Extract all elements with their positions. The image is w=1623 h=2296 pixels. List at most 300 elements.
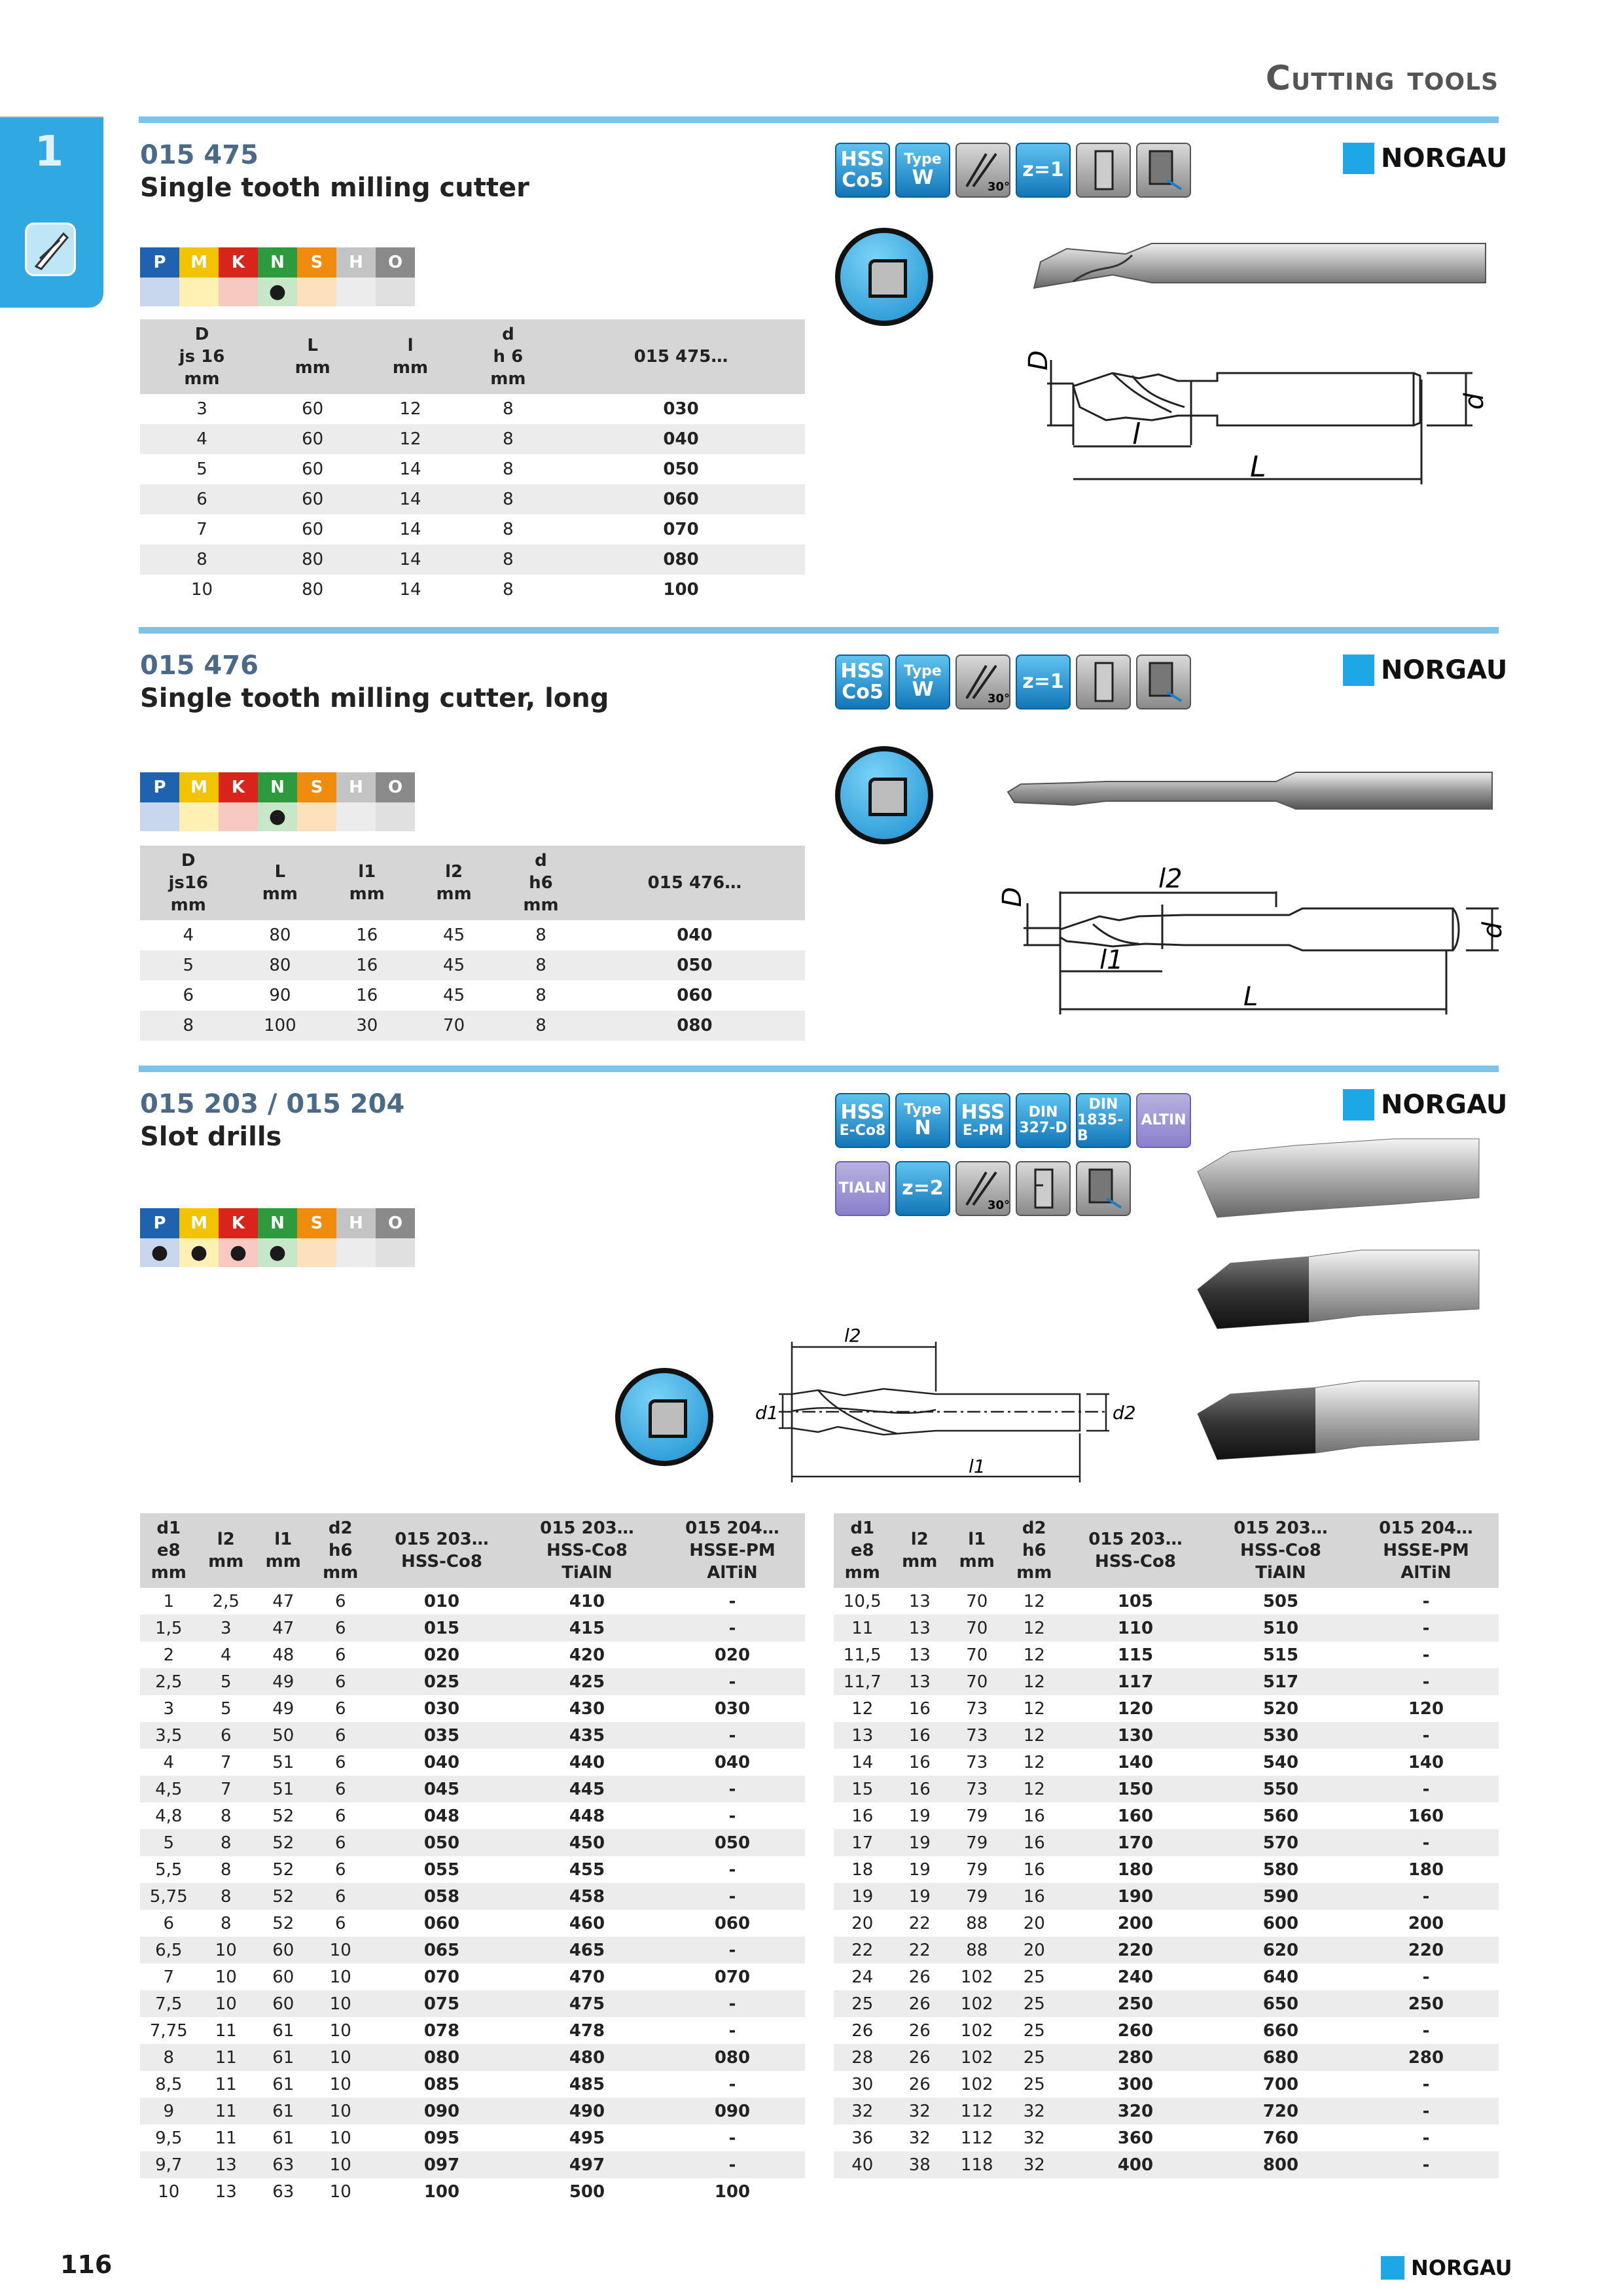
- table-cell: 4,5: [140, 1776, 198, 1803]
- table-cell: 52: [272, 1913, 294, 1933]
- table-cell: 460: [569, 1913, 605, 1933]
- altin-coating-badge: ALTIN: [1136, 1093, 1191, 1148]
- table-cell: 118: [948, 2151, 1006, 2178]
- table-cell: 100: [423, 2181, 460, 2202]
- table-cell: 30: [323, 1011, 410, 1041]
- table-cell: -: [728, 1806, 736, 1826]
- table-cell: 300: [1117, 2074, 1154, 2094]
- right-spiral-icon: [1136, 655, 1191, 709]
- table-cell: 4: [183, 925, 194, 945]
- table-row: [140, 424, 805, 454]
- table-cell: 058: [369, 1883, 514, 1910]
- table-cell: 100: [663, 580, 699, 600]
- table-cell: -: [1353, 1722, 1499, 1749]
- table-cell: 080: [557, 545, 805, 575]
- table-cell: 11: [215, 2128, 237, 2148]
- table-cell: 7: [163, 1967, 175, 1987]
- table-cell: 80: [264, 545, 361, 575]
- table-row: [140, 920, 805, 950]
- table-row: [140, 1749, 805, 1776]
- s3-dim-l1: l1: [969, 1456, 986, 1477]
- table-cell: 075: [369, 1990, 514, 2017]
- table-cell: 220: [1353, 1937, 1499, 1964]
- table-cell: 650: [1208, 1990, 1353, 2017]
- table-cell: 105: [1117, 1591, 1154, 1611]
- table-cell: 32: [834, 2098, 891, 2125]
- table-cell: 79: [948, 1883, 1006, 1910]
- table-cell: 500: [569, 2181, 605, 2202]
- table-cell: 060: [423, 1913, 460, 1933]
- table-cell: 14: [851, 1752, 874, 1772]
- table-cell: 13: [908, 1645, 931, 1665]
- table-row: [834, 1883, 1499, 1910]
- table-cell: 14: [399, 580, 421, 600]
- table-row: [140, 1615, 805, 1641]
- table-cell: 112: [960, 2128, 993, 2148]
- table-cell: 070: [714, 1967, 751, 1987]
- column-header: d1 e8 mm: [834, 1513, 891, 1588]
- table-cell: 61: [255, 2098, 312, 2125]
- table-cell: 19: [908, 1859, 931, 1880]
- table-cell: 8: [459, 484, 557, 514]
- material-k: K: [219, 1208, 258, 1238]
- table-cell: 6: [312, 1668, 370, 1695]
- table-cell: 12: [1023, 1752, 1045, 1772]
- table-row: [140, 1910, 805, 1937]
- s2-dim-l1: l1: [1099, 945, 1124, 975]
- svg-text:30°: 30°: [988, 180, 1010, 194]
- table-cell: 010: [423, 1591, 460, 1611]
- z1-badge: z=1: [1016, 143, 1071, 198]
- table-cell: 18: [851, 1859, 874, 1880]
- table-row: [140, 1856, 805, 1883]
- table-cell: 050: [369, 1829, 514, 1856]
- column-header: D js16 mm: [140, 846, 236, 920]
- material-mark-m: [179, 802, 219, 831]
- table-row: [140, 2044, 805, 2071]
- table-cell: 10: [329, 2181, 351, 2202]
- table-cell: 080: [369, 2044, 514, 2071]
- table-row: [834, 1641, 1499, 1668]
- s1-title: Single tooth milling cutter: [140, 173, 529, 203]
- table-cell: 19: [908, 1806, 931, 1826]
- table-cell: 10: [312, 1937, 370, 1964]
- table-row: [140, 1803, 805, 1829]
- table-cell: -: [660, 1776, 805, 1803]
- table-cell: 32: [1006, 2151, 1063, 2178]
- table-cell: 13: [198, 2151, 255, 2178]
- hss-epm-badge: HSS E-PM: [955, 1093, 1010, 1148]
- table-cell: 11: [834, 1615, 891, 1641]
- s2-dim-L: L: [1243, 982, 1258, 1012]
- table-cell: 10: [312, 2151, 370, 2178]
- s2-dim-l2: l2: [1158, 864, 1183, 894]
- table-cell: 14: [361, 484, 459, 514]
- table-cell: 16: [323, 950, 410, 980]
- chapter-number: 1: [34, 128, 64, 176]
- table-cell: 8: [459, 545, 557, 575]
- s2-title: Single tooth milling cutter, long: [140, 683, 609, 713]
- table-cell: 6: [183, 986, 194, 1005]
- table-cell: 140: [1408, 1752, 1444, 1772]
- material-mark-k: [219, 802, 258, 831]
- table-cell: 16: [356, 986, 378, 1005]
- table-cell: 13: [891, 1615, 949, 1641]
- table-row: [834, 1990, 1499, 2017]
- table-cell: 88: [948, 1937, 1006, 1964]
- svg-text:30°: 30°: [988, 692, 1010, 706]
- table-cell: 160: [1117, 1806, 1154, 1826]
- table-cell: 12: [1023, 1591, 1045, 1611]
- table-cell: 620: [1208, 1937, 1353, 1964]
- table-cell: 9,5: [155, 2128, 183, 2148]
- table-cell: 070: [663, 520, 699, 539]
- table-cell: 16: [891, 1776, 949, 1803]
- table-cell: 045: [369, 1776, 514, 1803]
- s3-badges-row1: [835, 1093, 1191, 1148]
- table-cell: 510: [1208, 1615, 1353, 1641]
- column-header: 015 203… HSS-Co8 TiAlN: [1208, 1513, 1353, 1588]
- material-mark-h: [336, 1238, 376, 1267]
- table-cell: 80: [302, 580, 324, 600]
- table-cell: 8: [140, 2044, 198, 2071]
- table-cell: -: [728, 1859, 736, 1880]
- material-mark-p: [140, 278, 179, 306]
- table-cell: 250: [1063, 1990, 1208, 2017]
- table-cell: 8: [497, 950, 584, 980]
- table-cell: 73: [948, 1722, 1006, 1749]
- s1-code: 015 475: [140, 140, 259, 170]
- table-row: [140, 2178, 805, 2205]
- table-cell: 10: [198, 1937, 255, 1964]
- table-cell: 100: [714, 2181, 751, 2202]
- page-number: 116: [60, 2250, 113, 2279]
- table-cell: 150: [1063, 1776, 1208, 1803]
- table-cell: 445: [514, 1776, 660, 1803]
- material-h: H: [336, 1208, 376, 1238]
- column-header: 015 203… HSS-Co8: [369, 1513, 514, 1588]
- table-cell: 035: [369, 1722, 514, 1749]
- table-cell: 63: [272, 2181, 294, 2202]
- table-cell: 10: [329, 1967, 351, 1987]
- table-cell: 25: [1006, 1990, 1063, 2017]
- column-header: l2 mm: [410, 846, 497, 920]
- table-cell: 61: [255, 2044, 312, 2071]
- column-header: 015 203… HSS-Co8 TiAlN: [514, 1513, 660, 1588]
- table-cell: -: [1353, 1668, 1499, 1695]
- table-cell: 61: [272, 2020, 294, 2041]
- table-cell: 8: [497, 1011, 584, 1041]
- material-h: H: [336, 772, 376, 802]
- type-w-badge: Type W: [895, 143, 950, 198]
- table-cell: 3: [198, 1615, 255, 1641]
- table-cell: 49: [255, 1668, 312, 1695]
- table-cell: 11,7: [834, 1668, 891, 1695]
- table-cell: -: [728, 1591, 736, 1611]
- table-cell: 3: [196, 399, 207, 419]
- table-cell: -: [728, 2074, 736, 2094]
- hss-eco8-badge: HSS E-Co8: [835, 1093, 890, 1148]
- table-cell: 13: [908, 1591, 931, 1611]
- table-cell: 10: [190, 580, 213, 600]
- table-cell: 25: [1006, 2044, 1063, 2071]
- table-cell: 117: [1063, 1668, 1208, 1695]
- table-cell: 16: [908, 1698, 931, 1719]
- table-cell: 70: [966, 1645, 988, 1665]
- table-cell: 22: [908, 1913, 931, 1933]
- material-mark-s: [297, 278, 336, 306]
- table-cell: 448: [569, 1806, 605, 1826]
- table-cell: -: [660, 1883, 805, 1910]
- table-cell: 050: [660, 1829, 805, 1856]
- din-1835b-badge: DIN 1835-B: [1076, 1093, 1131, 1148]
- table-cell: 8: [503, 520, 514, 539]
- table-cell: 020: [423, 1645, 460, 1665]
- table-cell: 055: [423, 1859, 460, 1880]
- table-cell: 170: [1063, 1829, 1208, 1856]
- table-cell: 090: [369, 2098, 514, 2125]
- table-cell: 7: [198, 1776, 255, 1803]
- table-cell: 9: [140, 2098, 198, 2125]
- table-cell: 12: [361, 424, 459, 454]
- table-cell: 11: [215, 2020, 237, 2041]
- table-cell: 50: [255, 1722, 312, 1749]
- table-cell: 030: [714, 1698, 751, 1719]
- table-cell: 26: [891, 2044, 949, 2071]
- table-cell: 160: [1408, 1806, 1444, 1826]
- table-cell: 60: [255, 1990, 312, 2017]
- s1-material-marks: [140, 278, 415, 306]
- table-row: [834, 1722, 1499, 1749]
- table-cell: 32: [1006, 2098, 1063, 2125]
- table-cell: 8: [220, 1913, 232, 1933]
- table-cell: 140: [1117, 1752, 1154, 1772]
- table-cell: 1: [163, 1591, 175, 1611]
- table-cell: 12: [1023, 1645, 1045, 1665]
- table-row: [834, 2151, 1499, 2178]
- material-o: O: [376, 772, 415, 802]
- table-cell: 7: [196, 520, 207, 539]
- table-cell: 7: [220, 1752, 232, 1772]
- table-cell: 517: [1208, 1668, 1353, 1695]
- table-cell: 52: [255, 1829, 312, 1856]
- table-cell: 6: [198, 1722, 255, 1749]
- right-spiral-icon: [1136, 143, 1191, 198]
- table-cell: 38: [891, 2151, 949, 2178]
- table-row: [834, 1829, 1499, 1856]
- column-header: d h 6 mm: [459, 319, 557, 394]
- table-cell: 020: [714, 1645, 751, 1665]
- table-cell: 6: [334, 1913, 346, 1933]
- table-cell: 16: [1006, 1883, 1063, 1910]
- table-cell: -: [1422, 1645, 1430, 1665]
- z2-badge: z=2: [895, 1161, 950, 1216]
- column-header: d1 e8 mm: [140, 1513, 198, 1588]
- table-cell: 060: [677, 986, 713, 1005]
- table-cell: 497: [514, 2151, 660, 2178]
- column-header: 015 204… HSSE-PM AlTiN: [660, 1513, 805, 1588]
- material-mark-k: ●: [219, 1238, 258, 1267]
- table-cell: 30: [851, 2074, 874, 2094]
- table-cell: 45: [443, 986, 465, 1005]
- table-cell: 050: [663, 459, 699, 479]
- table-row: [834, 2125, 1499, 2151]
- s3-dim-l2: l2: [844, 1325, 861, 1346]
- table-cell: 1,5: [140, 1615, 198, 1641]
- table-cell: 5: [140, 1829, 198, 1856]
- s3-table-right: [834, 1513, 1499, 2178]
- material-mark-h: [336, 278, 376, 306]
- table-cell: 6: [140, 484, 264, 514]
- s2-profile-icon: [835, 746, 933, 844]
- table-cell: 11: [198, 2098, 255, 2125]
- table-cell: 3: [163, 1698, 175, 1719]
- table-cell: 52: [272, 1806, 294, 1826]
- material-s: S: [297, 247, 336, 278]
- s1-dim-D: D: [1024, 350, 1054, 370]
- table-cell: 6: [312, 1883, 370, 1910]
- table-cell: 085: [423, 2074, 460, 2094]
- material-mark-p: [140, 802, 179, 831]
- table-cell: 7,75: [149, 2020, 188, 2041]
- table-cell: 095: [423, 2128, 460, 2148]
- table-row: [140, 1883, 805, 1910]
- table-cell: -: [1422, 2128, 1430, 2148]
- s2-material-marks: [140, 802, 415, 831]
- table-row: [140, 1588, 805, 1615]
- table-cell: 5: [198, 1668, 255, 1695]
- table-cell: 79: [966, 1859, 988, 1880]
- column-header: L mm: [264, 319, 361, 394]
- table-cell: 6: [334, 1859, 346, 1880]
- table-cell: 550: [1208, 1776, 1353, 1803]
- table-cell: 505: [1262, 1591, 1299, 1611]
- table-cell: 700: [1262, 2074, 1299, 2094]
- table-cell: 040: [557, 424, 805, 454]
- table-row: [140, 2017, 805, 2044]
- table-cell: 10: [329, 2128, 351, 2148]
- table-row: [140, 484, 805, 514]
- table-cell: 4,8: [155, 1806, 183, 1826]
- table-row: [834, 1749, 1499, 1776]
- table-row: [140, 1964, 805, 1990]
- table-cell: 4: [140, 424, 264, 454]
- table-cell: 47: [272, 1591, 294, 1611]
- table-cell: 220: [1063, 1937, 1208, 1964]
- s2-table: [140, 846, 805, 1041]
- table-cell: 20: [1023, 1913, 1045, 1933]
- table-cell: 11: [215, 2074, 237, 2094]
- table-row: [140, 1641, 805, 1668]
- table-cell: 065: [369, 1937, 514, 1964]
- table-cell: 470: [569, 1967, 605, 1987]
- table-cell: 6: [312, 1829, 370, 1856]
- table-cell: 458: [514, 1883, 660, 1910]
- table-cell: 73: [966, 1698, 988, 1719]
- table-row: [140, 575, 805, 605]
- table-cell: 640: [1262, 1967, 1299, 1987]
- hss-co5-badge: HSS Co5: [835, 655, 890, 709]
- table-cell: 280: [1353, 2044, 1499, 2071]
- table-cell: 800: [1208, 2151, 1353, 2178]
- material-mark-m: [179, 278, 219, 306]
- table-cell: 16: [1023, 1859, 1045, 1880]
- table-cell: 410: [569, 1591, 605, 1611]
- column-header: 015 475…: [557, 319, 805, 394]
- s2-dim-D: D: [997, 887, 1027, 907]
- table-cell: 440: [569, 1752, 605, 1772]
- table-cell: 8: [198, 1829, 255, 1856]
- s3-badges-row2: [835, 1161, 1131, 1216]
- table-row: [834, 2071, 1499, 2098]
- table-cell: 70: [410, 1011, 497, 1041]
- s3-table-left: [140, 1513, 805, 2205]
- table-row: [140, 1990, 805, 2017]
- table-cell: 100: [236, 1011, 323, 1041]
- table-cell: -: [1422, 2020, 1430, 2041]
- table-cell: 130: [1063, 1722, 1208, 1749]
- table-cell: 73: [948, 1776, 1006, 1803]
- table-cell: 6: [163, 1913, 175, 1933]
- table-cell: 2,5: [212, 1591, 240, 1611]
- table-cell: 2,5: [140, 1668, 198, 1695]
- table-cell: 080: [660, 2044, 805, 2071]
- table-row: [140, 1776, 805, 1803]
- table-cell: 102: [960, 2020, 993, 2041]
- table-cell: 60: [302, 459, 324, 479]
- section-rule-2: [139, 1066, 1499, 1072]
- table-cell: 2: [163, 1645, 175, 1665]
- table-cell: 560: [1262, 1806, 1299, 1826]
- table-cell: 10: [312, 2098, 370, 2125]
- table-cell: 120: [1408, 1698, 1444, 1719]
- material-n: N: [258, 772, 297, 802]
- table-cell: 570: [1208, 1829, 1353, 1856]
- s1-table: [140, 319, 805, 605]
- material-mark-m: ●: [179, 1238, 219, 1267]
- table-cell: 22: [834, 1937, 891, 1964]
- table-cell: 5,5: [155, 1859, 183, 1880]
- table-row: [834, 1910, 1499, 1937]
- table-cell: 19: [891, 1829, 949, 1856]
- table-cell: 8: [503, 580, 514, 600]
- table-cell: 61: [272, 2074, 294, 2094]
- material-n: N: [258, 247, 297, 278]
- table-cell: 097: [369, 2151, 514, 2178]
- table-cell: 435: [514, 1722, 660, 1749]
- column-header: l2 mm: [198, 1513, 255, 1588]
- table-cell: 45: [443, 925, 465, 945]
- table-cell: 12: [1006, 1722, 1063, 1749]
- material-o: O: [376, 1208, 415, 1238]
- table-cell: 5: [196, 459, 207, 479]
- table-cell: 6: [334, 1752, 346, 1772]
- column-header: 015 204… HSSE-PM AlTiN: [1353, 1513, 1499, 1588]
- helix-30-icon: [955, 655, 1010, 709]
- s2-code: 015 476: [140, 651, 259, 681]
- s2-dim-d: d: [1478, 922, 1508, 939]
- table-cell: 16: [851, 1806, 874, 1826]
- table-cell: 70: [948, 1615, 1006, 1641]
- table-cell: 40: [834, 2151, 891, 2178]
- table-cell: 24: [851, 1967, 874, 1987]
- table-cell: 040: [423, 1752, 460, 1772]
- table-cell: 10: [198, 1990, 255, 2017]
- table-cell: 6: [312, 1615, 370, 1641]
- material-mark-o: [376, 278, 415, 306]
- table-row: [140, 1695, 805, 1722]
- s2-tool-drawing: [995, 753, 1508, 1028]
